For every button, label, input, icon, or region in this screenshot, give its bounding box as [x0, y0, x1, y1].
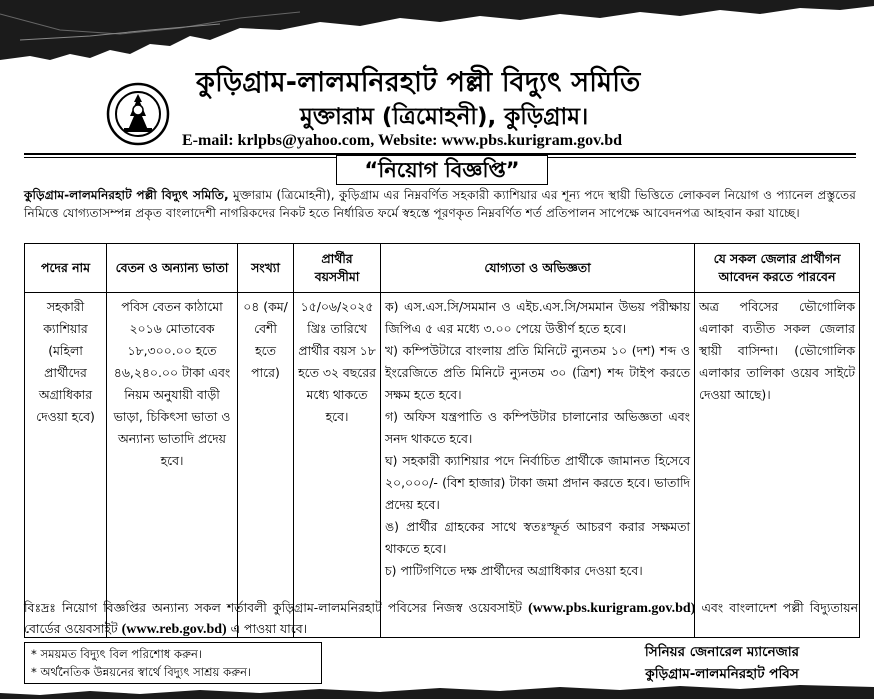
pbs-seal-icon [106, 82, 170, 146]
qualification-item: ঙ) প্রার্থীর গ্রাহকের সাথে স্বতঃস্ফূর্ত আচরণ করার সক্ষমতা থাকতে হবে। [385, 519, 690, 556]
qualification-item: চ) পাটিগণিতে দক্ষ প্রার্থীদের অগ্রাধিকার দেওয়া হবে। [385, 563, 643, 578]
contact-line [182, 132, 622, 150]
qualification-item: ঘ) সহকারী ক্যাশিয়ার পদে নির্বাচিত প্রার্থীকে জামানত হিসেবে ২০,০০০/- (বিশ হাজার) টাকা জমা প্রদান করতে হবে। ভাতাদি প্রদেয় হবে। [385, 453, 690, 512]
intro-text: মুক্তারাম (ত্রিমোহনী), কুড়িগ্রাম এর নিম্নবর্ণিত সহকারী ক্যাশিয়ার এর শূন্য পদে স্থায়ী ভিত্তিতে লোকবল নিয়োগ ও প্যানেল প্রস্তুতের নিমিত্তে যোগ্যতাসম্পন্ন প্রকৃত বাংলাদেশী নাগরিকদের নিকট হতে নির্ধারিত ফর্মে স্বহস্তে পূরণকৃত নিম্নবর্ণিত শর্ত প্রতিপালন সাপেক্ষে আবেদনপত্র আহবান করা যাচ্ছে। [24, 188, 856, 220]
header-age: প্রার্থীর বয়সসীমা [294, 244, 381, 293]
header-districts: যে সকল জেলার প্রার্থীগন আবেদন করতে পারবেন [695, 244, 860, 293]
footnote-link-reb[interactable]: (www.reb.gov.bd) [121, 622, 227, 637]
organization-address: মুক্তারাম (ত্রিমোহনী), কুড়িগ্রাম। [300, 104, 589, 130]
cell-districts: অত্র পবিসের ভৌগোলিক এলাকা ব্যতীত সকল জেলার স্থায়ী বাসিন্দা। (ভৌগোলিক এলাকার তালিকা ওয়েব সাইটে দেওয়া আছে)। [695, 293, 860, 638]
slogan-item: * সময়মত বিদ্যুৎ বিল পরিশোধ করুন। [31, 647, 203, 661]
cell-qualification [381, 293, 695, 638]
footnote [24, 598, 858, 640]
table-header-row [25, 244, 860, 293]
contact-email[interactable]: E-mail: krlpbs@yahoo.com, [182, 132, 375, 149]
notice-title: “নিয়োগ বিজ্ঞপ্তি” [336, 155, 548, 185]
qualification-item: ক) এস.এস.সি/সমমান ও এইচ.এস.সি/সমমান উভয় পরীক্ষায় জিপিএ ৫ এর মধ্যে ৩.০০ পেয়ে উত্তীর্ণ হতে হবে। [385, 299, 690, 336]
signature-office: কুড়িগ্রাম-লালমনিরহাট পবিস [645, 666, 799, 682]
signature-designation: সিনিয়র জেনারেল ম্যানেজার [644, 644, 800, 660]
footnote-text-2: এবং বাংলাদেশ পল্লী বিদ্যুতায়ন বোর্ডের ওয়েবসাইট [24, 600, 858, 636]
cell-count: ০৪ (কম/ বেশী হতে পারে) [238, 293, 294, 638]
cell-salary: পবিস বেতন কাঠামো ২০১৬ মোতাবেক ১৮,৩০০.০০ হতে ৪৬,২৪০.০০ টাকা এবং নিয়ম অনুযায়ী বাড়ী ভাড়া, চিকিৎসা ভাতা ও অন্যান্য ভাতাদি প্রদেয় হবে। [107, 293, 238, 638]
footnote-text-1: বিঃদ্রঃ নিয়োগ বিজ্ঞপ্তির অন্যান্য সকল শর্তাবলী কুড়িগ্রাম-লালমনিরহাট পবিসের নিজস্ব ওয়েবসাইট [24, 600, 529, 615]
intro-paragraph [24, 186, 856, 222]
intro-organization: কুড়িগ্রাম-লালমনিরহাট পল্লী বিদ্যুৎ সমিতি, [24, 188, 229, 202]
header-count: সংখ্যা [238, 244, 294, 293]
cell-age: ১৫/০৬/২০২৫ খ্রিঃ তারিখে প্রার্থীর বয়স ১৮ হতে ৩২ বছরের মধ্যে থাকতে হবে। [294, 293, 381, 638]
header-qualification: যোগ্যতা ও অভিজ্ঞতা [381, 244, 695, 293]
torn-paper-top-edge [0, 0, 874, 60]
cell-post: সহকারী ক্যাশিয়ার (মহিলা প্রার্থীদের অগ্রাধিকার দেওয়া হবে) [25, 293, 107, 638]
table-row [25, 293, 860, 638]
slogan-item: * অর্থনৈতিক উন্নয়নের স্বার্থে বিদ্যুৎ সাশ্রয় করুন। [31, 665, 252, 679]
organization-title: কুড়িগ্রাম-লালমনিরহাট পল্লী বিদ্যুৎ সমিতি [196, 67, 641, 98]
vacancy-table [24, 243, 860, 638]
signature-block [612, 641, 832, 685]
torn-paper-bottom-edge [0, 683, 874, 699]
slogan-box [24, 642, 322, 684]
header-salary: বেতন ও অন্যান্য ভাতা [107, 244, 238, 293]
contact-website[interactable]: Website: www.pbs.kurigram.gov.bd [377, 132, 622, 149]
footnote-link-pbs[interactable]: (www.pbs.kurigram.gov.bd) [528, 601, 696, 616]
header-post: পদের নাম [25, 244, 107, 293]
qualification-item: খ) কম্পিউটারে বাংলায় প্রতি মিনিটে ন্যুনতম ১০ (দশ) শব্দ ও ইংরেজিতে প্রতি মিনিটে ন্যুনতম ৩০ (ত্রিশ) শব্দ টাইপ করতে সক্ষম হতে হবে। [385, 343, 690, 402]
footnote-text-3: এ পাওয়া যাবে। [226, 621, 308, 636]
qualification-item: গ) অফিস যন্ত্রপাতি ও কম্পিউটার চালানোর অভিজ্ঞতা এবং সনদ থাকতে হবে। [385, 409, 690, 446]
